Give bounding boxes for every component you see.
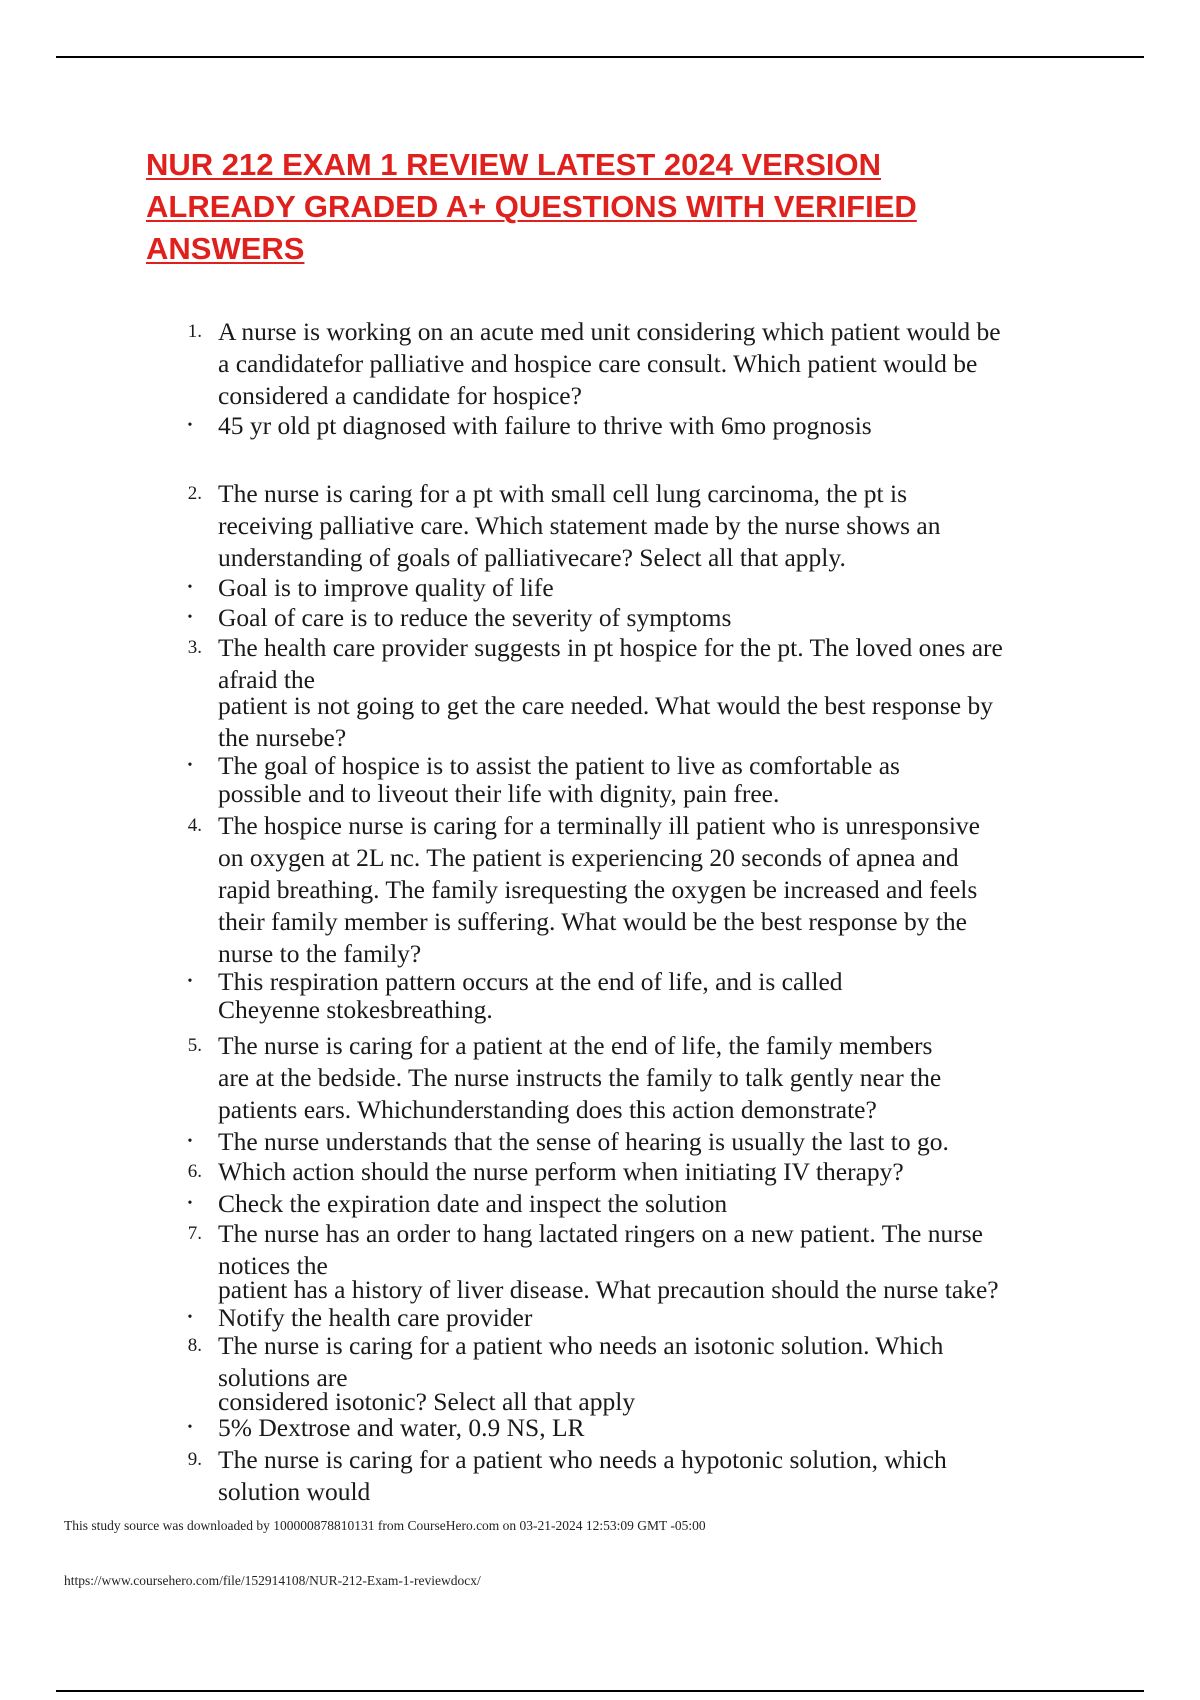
item-text-line: Which action should the nurse perform when initiating IV therapy?: [218, 1157, 904, 1186]
item-text-line: notices the: [218, 1251, 328, 1280]
question-number: 1.: [187, 321, 202, 342]
question-item: [187, 1218, 1098, 1282]
item-text-line: patients ears. Whichunderstanding does this action demonstrate?: [218, 1095, 877, 1124]
item-text-line: This respiration pattern occurs at the end of life, and is called: [218, 967, 843, 996]
item-text-line: rapid breathing. The family isrequesting the oxygen be increased and feels: [218, 875, 978, 904]
item-text-line: The nurse is caring for a pt with small cell lung carcinoma, the pt is: [218, 479, 908, 508]
item-text-line: Goal is to improve quality of life: [218, 573, 554, 602]
item-text-line: afraid the: [218, 665, 315, 694]
item-text-line: nurse to the family?: [218, 939, 422, 968]
question-number: 5.: [187, 1035, 202, 1056]
question-item: [187, 478, 1098, 574]
top-rule: [56, 56, 1144, 58]
bullet-marker: •: [187, 974, 193, 989]
question-item: [187, 1330, 1098, 1394]
question-number: 6.: [187, 1161, 202, 1182]
bullet-marker: •: [187, 1196, 193, 1211]
title-line-3: ANSWERS: [146, 231, 305, 266]
item-text-line: 5% Dextrose and water, 0.9 NS, LR: [218, 1413, 585, 1442]
question-item: [218, 1274, 1098, 1306]
bullet-marker: •: [187, 1310, 193, 1325]
item-text-line: patient is not going to get the care needed. What would the best response by: [218, 691, 993, 720]
answer-item: [187, 603, 1098, 632]
question-item: [187, 1444, 1098, 1508]
item-text-line: solutions are: [218, 1363, 348, 1392]
question-number: 3.: [187, 637, 202, 658]
answer-item: [187, 1413, 1098, 1442]
question-number: 2.: [187, 483, 202, 504]
item-text-line: The nurse is caring for a patient who needs an isotonic solution. Which: [218, 1331, 944, 1360]
bottom-rule: [56, 1690, 1144, 1692]
answer-item: [187, 1189, 1098, 1218]
item-text-line: the nursebe?: [218, 723, 347, 752]
bullet-marker: •: [187, 610, 193, 625]
item-text-line: The nurse is caring for a patient at the end of life, the family members: [218, 1031, 933, 1060]
answer-item: [187, 573, 1098, 602]
item-text-line: The nurse is caring for a patient who needs a hypotonic solution, which: [218, 1445, 947, 1474]
question-item: [187, 316, 1098, 412]
item-text-line: receiving palliative care. Which statement made by the nurse shows an: [218, 511, 941, 540]
item-text-line: understanding of goals of palliativecare? Select all that apply.: [218, 543, 846, 572]
bullet-marker: •: [187, 758, 193, 773]
answer-item: [187, 751, 1098, 808]
item-text-line: Goal of care is to reduce the severity of symptoms: [218, 603, 732, 632]
question-item: [187, 1156, 1098, 1188]
answer-item: [187, 1127, 1098, 1156]
item-text-line: patient has a history of liver disease. What precaution should the nurse take?: [218, 1275, 999, 1304]
answer-item: [187, 411, 1098, 440]
title-line-2: ALREADY GRADED A+ QUESTIONS WITH VERIFIED: [146, 189, 917, 224]
item-text-line: Cheyenne stokesbreathing.: [218, 995, 493, 1024]
question-number: 7.: [187, 1223, 202, 1244]
bullet-marker: •: [187, 1134, 193, 1149]
item-text-line: The hospice nurse is caring for a terminally ill patient who is unresponsive: [218, 811, 980, 840]
question-item: [187, 810, 1098, 970]
question-item: [187, 632, 1098, 696]
item-text-line: Check the expiration date and inspect the solution: [218, 1189, 728, 1218]
item-text-line: The health care provider suggests in pt hospice for the pt. The loved ones are: [218, 633, 1003, 662]
item-text-line: considered a candidate for hospice?: [218, 381, 582, 410]
item-text-line: The nurse has an order to hang lactated ringers on a new patient. The nurse: [218, 1219, 983, 1248]
item-text-line: The goal of hospice is to assist the patient to live as comfortable as: [218, 751, 900, 780]
answer-item: [187, 967, 1098, 1024]
bullet-marker: •: [187, 1420, 193, 1435]
bullet-marker: •: [187, 580, 193, 595]
item-text-line: Notify the health care provider: [218, 1303, 533, 1332]
question-item: [187, 1030, 1098, 1126]
question-number: 4.: [187, 815, 202, 836]
title-line-1: NUR 212 EXAM 1 REVIEW LATEST 2024 VERSION: [146, 147, 882, 182]
question-number: 8.: [187, 1335, 202, 1356]
source-url: https://www.coursehero.com/file/152914108/NUR-212-Exam-1-reviewdocx/: [64, 1573, 481, 1588]
item-text-line: The nurse understands that the sense of hearing is usually the last to go.: [218, 1127, 949, 1156]
document-title: [146, 144, 1026, 270]
item-text-line: on oxygen at 2L nc. The patient is experiencing 20 seconds of apnea and: [218, 843, 959, 872]
item-text-line: a candidatefor palliative and hospice care consult. Which patient would be: [218, 349, 978, 378]
item-text-line: A nurse is working on an acute med unit considering which patient would be: [218, 317, 1001, 346]
item-text-line: their family member is suffering. What would be the best response by the: [218, 907, 968, 936]
download-source-note: This study source was downloaded by 100000878810131 from CourseHero.com on 03-21-2024 12:53:09 GMT -05:00: [64, 1518, 706, 1533]
item-text-line: possible and to liveout their life with dignity, pain free.: [218, 779, 780, 808]
item-text-line: 45 yr old pt diagnosed with failure to thrive with 6mo prognosis: [218, 411, 872, 440]
question-number: 9.: [187, 1449, 202, 1470]
item-text-line: solution would: [218, 1477, 371, 1506]
answer-item: [187, 1303, 1098, 1332]
item-text-line: considered isotonic? Select all that apply: [218, 1387, 636, 1416]
item-text-line: are at the bedside. The nurse instructs the family to talk gently near the: [218, 1063, 942, 1092]
question-item: [218, 690, 1098, 754]
bullet-marker: •: [187, 418, 193, 433]
